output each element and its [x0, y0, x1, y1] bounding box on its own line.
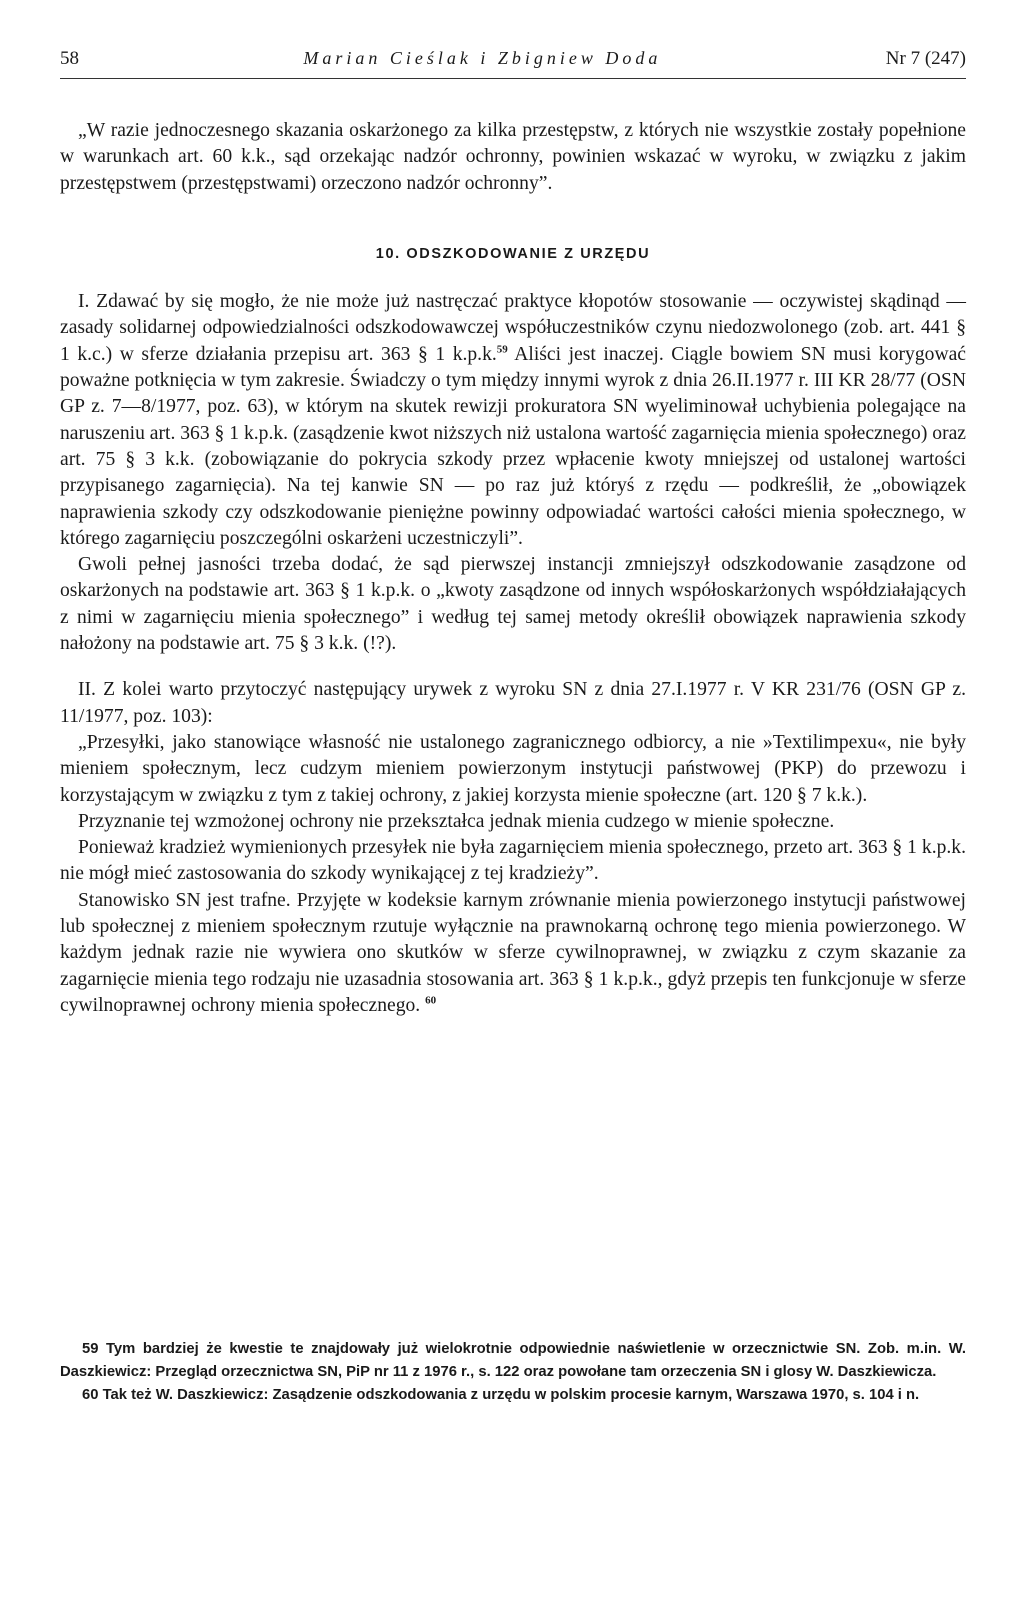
paragraph-7	[60, 888, 966, 1019]
paragraph-5: Przyznanie tej wzmożonej ochrony nie przekształca jednak mienia cudzego w mienie społeczne.	[78, 810, 835, 832]
article-body	[60, 118, 966, 1019]
paragraph-7-text: Stanowisko SN jest trafne. Przyjęte w kodeksie karnym zrównanie mienia powierzonego instytucji państwowej lub społecznej z mieniem społecznym rzutuje wyłącznie na prawnokarną ochronę tego mienia powierzonego. W każdym jednak razie nie wywiera ono skutków w sferze cywilnoprawnej, w związku z czym skazanie za zagarnięcie mienia tego rodzaju nie uzasadnia stosowania art. 363 § 1 k.p.k., gdyż przepis ten funkcjonuje w sferze cywilnoprawnej ochrony mienia społecznego.	[60, 889, 966, 1016]
paragraph-4: „Przesyłki, jako stanowiące własność nie ustalonego zagranicznego odbiorcy, a nie »Textilimpexu«, nie były mieniem społecznym, lecz cudzym mieniem powierzonym instytucji państwowej (PKP) do przewozu i korzystającym w związku z tym z takiej ochrony, z jakiej korzysta mienie społeczne (art. 120 § 7 k.k.).	[60, 731, 966, 806]
paragraph-6: Ponieważ kradzież wymienionych przesyłek nie była zagarnięciem mienia społecznego, przeto art. 363 § 1 k.p.k. nie mógł mieć zastosowania do szkody wynikającej z tej kradzieży”.	[60, 837, 966, 885]
footnotes	[60, 1338, 966, 1407]
footnote-ref-60: 60	[425, 994, 437, 1007]
footnote-60: 60 Tak też W. Daszkiewicz: Zasądzenie odszkodowania z urzędu w polskim procesie karnym, Warszawa 1970, s. 104 i n.	[82, 1387, 920, 1403]
quote-paragraph: „W razie jednoczesnego skazania oskarżonego za kilka przestępstw, z których nie wszystkie zostały popełnione w warunkach art. 60 k.k., sąd orzekając nadzór ochronny, powinien wskazać w wyroku, w związku z jakim przestępstwem (przestępstwami) orzeczono nadzór ochronny”.	[60, 120, 966, 194]
paragraph-2: Gwoli pełnej jasności trzeba dodać, że sąd pierwszej instancji zmniejszył odszkodowanie zasądzone od oskarżonych na podstawie art. 363 § 1 k.p.k. o „kwoty zasądzone od innych współoskarżonych współdziałających z nimi w zagarnięciu mienia społecznego” i według tej samej metody określił obowiązek naprawienia szkody nałożony na podstawie art. 75 § 3 k.k. (!?).	[60, 554, 966, 655]
issue-number: Nr 7 (247)	[885, 48, 966, 69]
paragraph-1-part-a: I. Zdawać by się mogło, że nie może już nastręczać praktyce kłopotów stosowanie — oczywistej skądinąd — zasady solidarnej odpowiedzialności odszkodowawczej współuczestników czynu niedozwolonego (zob. art. 441 § 1 k.c.) w sferze działania przepisu art. 363 § 1 k.p.k.	[60, 291, 966, 365]
paragraph-1	[60, 289, 966, 552]
running-header	[60, 48, 966, 79]
section-title: 10. ODSZKODOWANIE Z URZĘDU	[375, 245, 651, 262]
running-header-authors: Marian Cieślak i Zbigniew Doda	[303, 48, 662, 68]
page-number: 58	[60, 48, 79, 69]
footnote-59: 59 Tym bardziej że kwestie te znajdowały już wielokrotnie odpowiednie naświetlenie w orzecznictwie SN. Zob. m.in. W. Daszkiewicz: Przegląd orzecznictwa SN, PiP nr 11 z 1976 r., s. 122 oraz powołane tam orzeczenia SN i glosy W. Daszkiewicza.	[60, 1341, 966, 1380]
paragraph-1-part-b: Aliści jest inaczej. Ciągle bowiem SN musi korygować poważne potknięcia w tym zakresie. Świadczy o tym między innymi wyrok z dnia 26.II.1977 r. III KR 28/77 (OSN GP z. 7—8/1977, poz. 63), w którym na skutek rewizji prokuratora SN wyeliminował uchybienia polegające na naruszeniu art. 363 § 1 k.p.k. (zasądzenie kwot niższych niż ustalona wartość zagarnięcia mienia społecznego) oraz art. 75 § 3 k.k. (zobowiązanie do pokrycia szkody przez wpłacenie kwoty mniejszej od ustalonej wartości przypisanego zagarnięcia). Na tej kanwie SN — po raz już któryś z rzędu — podkreślił, że „obowiązek naprawienia szkody czy odszkodowanie pieniężne powinny odpowiadać wartości całości mienia społecznego, w którego zagarnięciu poszczególni oskarżeni uczestniczyli”.	[60, 343, 966, 549]
paragraph-3: II. Z kolei warto przytoczyć następujący urywek z wyroku SN z dnia 27.I.1977 r. V KR 231/76 (OSN GP z. 11/1977, poz. 103):	[60, 679, 966, 727]
footnote-ref-59: 59	[496, 343, 508, 356]
